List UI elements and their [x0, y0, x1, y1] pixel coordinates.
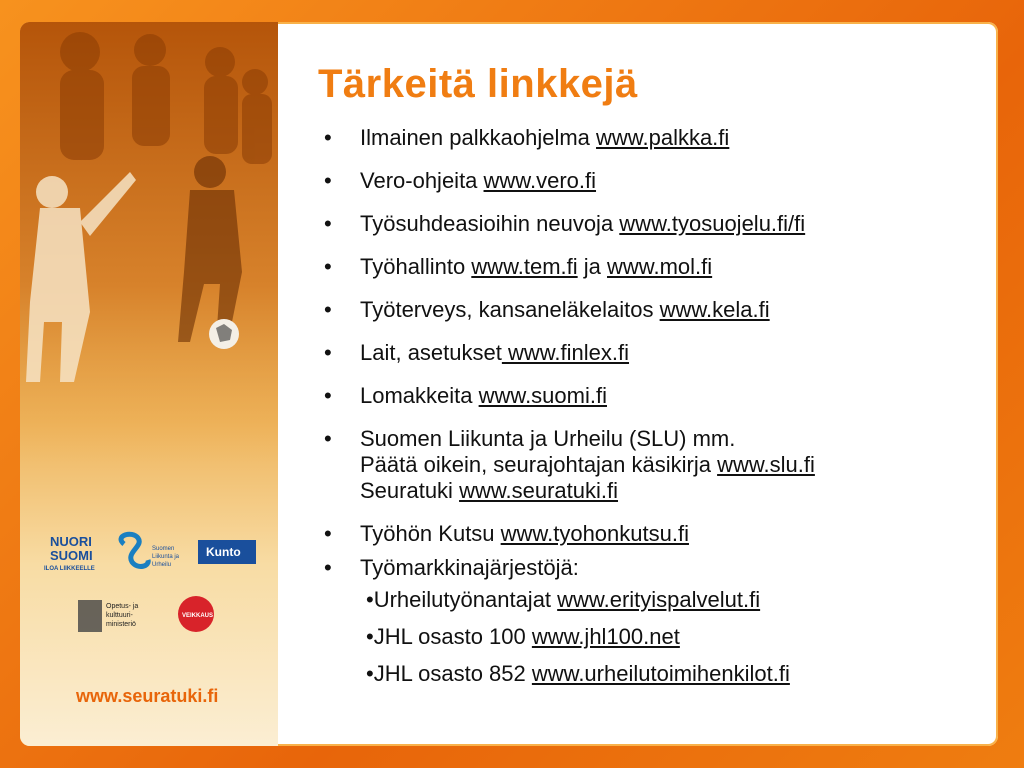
link-finlex[interactable]: www.finlex.fi	[501, 340, 630, 365]
sub-list-item: • JHL osasto 100 www.jhl100.net	[360, 624, 978, 650]
slide-content	[318, 62, 978, 704]
sub-list-item: • Urheilutyönantajat www.erityispalvelut.fi	[360, 587, 978, 613]
link-tyohonkutsu[interactable]: www.tyohonkutsu.fi	[500, 521, 689, 546]
link-mol[interactable]: www.mol.fi	[607, 254, 713, 279]
svg-text:Kunto: Kunto	[206, 545, 241, 559]
svg-text:VEIKKAUS: VEIKKAUS	[182, 613, 214, 619]
nuori-suomi-logo	[44, 534, 95, 572]
link-vero[interactable]: www.vero.fi	[483, 168, 597, 193]
link-tyosuojelu[interactable]: www.tyosuojelu.fi/fi	[619, 211, 806, 236]
list-item: • Ilmainen palkkaohjelma www.palkka.fi	[318, 125, 978, 151]
link-palkka[interactable]: www.palkka.fi	[596, 125, 730, 150]
list-item: • Työsuhdeasioihin neuvoja www.tyosuojelu.fi/fi	[318, 211, 978, 237]
list-item: • Työterveys, kansaneläkelaitos www.kela.fi	[318, 297, 978, 323]
svg-text:Liikunta ja: Liikunta ja	[152, 554, 180, 560]
okm-logo	[78, 600, 138, 632]
svg-text:Opetus- ja: Opetus- ja	[106, 603, 139, 610]
link-suomi[interactable]: www.suomi.fi	[478, 383, 607, 408]
link-jhl100[interactable]: www.jhl100.net	[531, 624, 680, 649]
link-urheilutoimihenkilot[interactable]: www.urheilutoimihenkilot.fi	[531, 661, 790, 686]
link-slu[interactable]: www.slu.fi	[717, 452, 815, 477]
svg-text:Suomen: Suomen	[152, 546, 175, 552]
sponsor-logos	[20, 522, 278, 662]
sub-list	[360, 587, 978, 687]
link-tem[interactable]: www.tem.fi	[471, 254, 578, 279]
list-item: • Työhön Kutsu www.tyohonkutsu.fi	[318, 521, 978, 547]
list-item: • Suomen Liikunta ja Urheilu (SLU) mm. Päätä oikein, seurajohtajan käsikirja www.slu.fi Seuratuki www.seuratuki.fi	[318, 426, 978, 504]
link-list	[318, 125, 978, 687]
svg-text:kulttuuri-: kulttuuri-	[106, 612, 133, 619]
list-item: • Työmarkkinajärjestöjä: • Urheilutyönantajat www.erityispalvelut.fi • JHL osasto 100 www.jhl100.net • JHL osasto 852 www.urheilutoimihenkilot.fi	[318, 555, 978, 687]
list-item: • Vero-ohjeita www.vero.fi	[318, 168, 978, 194]
list-item: • Lomakkeita www.suomi.fi	[318, 383, 978, 409]
sub-list-item: • JHL osasto 852 www.urheilutoimihenkilot.fi	[360, 661, 978, 687]
svg-text:SUOMI: SUOMI	[50, 548, 93, 563]
list-item: • Lait, asetukset www.finlex.fi	[318, 340, 978, 366]
veikkaus-logo	[178, 596, 214, 632]
svg-text:Urheilu: Urheilu	[152, 562, 172, 568]
link-erityispalvelut[interactable]: www.erityispalvelut.fi	[557, 587, 761, 612]
svg-text:NUORI: NUORI	[50, 534, 92, 549]
slide-title: Tärkeitä linkkejä	[318, 62, 638, 106]
slu-logo	[121, 534, 180, 568]
sidebar	[20, 22, 278, 746]
sidebar-url: www.seuratuki.fi	[76, 686, 219, 706]
slide-panel	[20, 22, 998, 746]
athletes-photo	[20, 22, 278, 462]
svg-text:ILOA LIIKKEELLE: ILOA LIIKKEELLE	[44, 566, 95, 572]
svg-text:ministeriö: ministeriö	[106, 621, 136, 628]
kunto-logo	[198, 540, 256, 564]
link-kela[interactable]: www.kela.fi	[659, 297, 770, 322]
link-seuratuki[interactable]: www.seuratuki.fi	[459, 478, 619, 503]
list-item: • Työhallinto www.tem.fi ja www.mol.fi	[318, 254, 978, 280]
